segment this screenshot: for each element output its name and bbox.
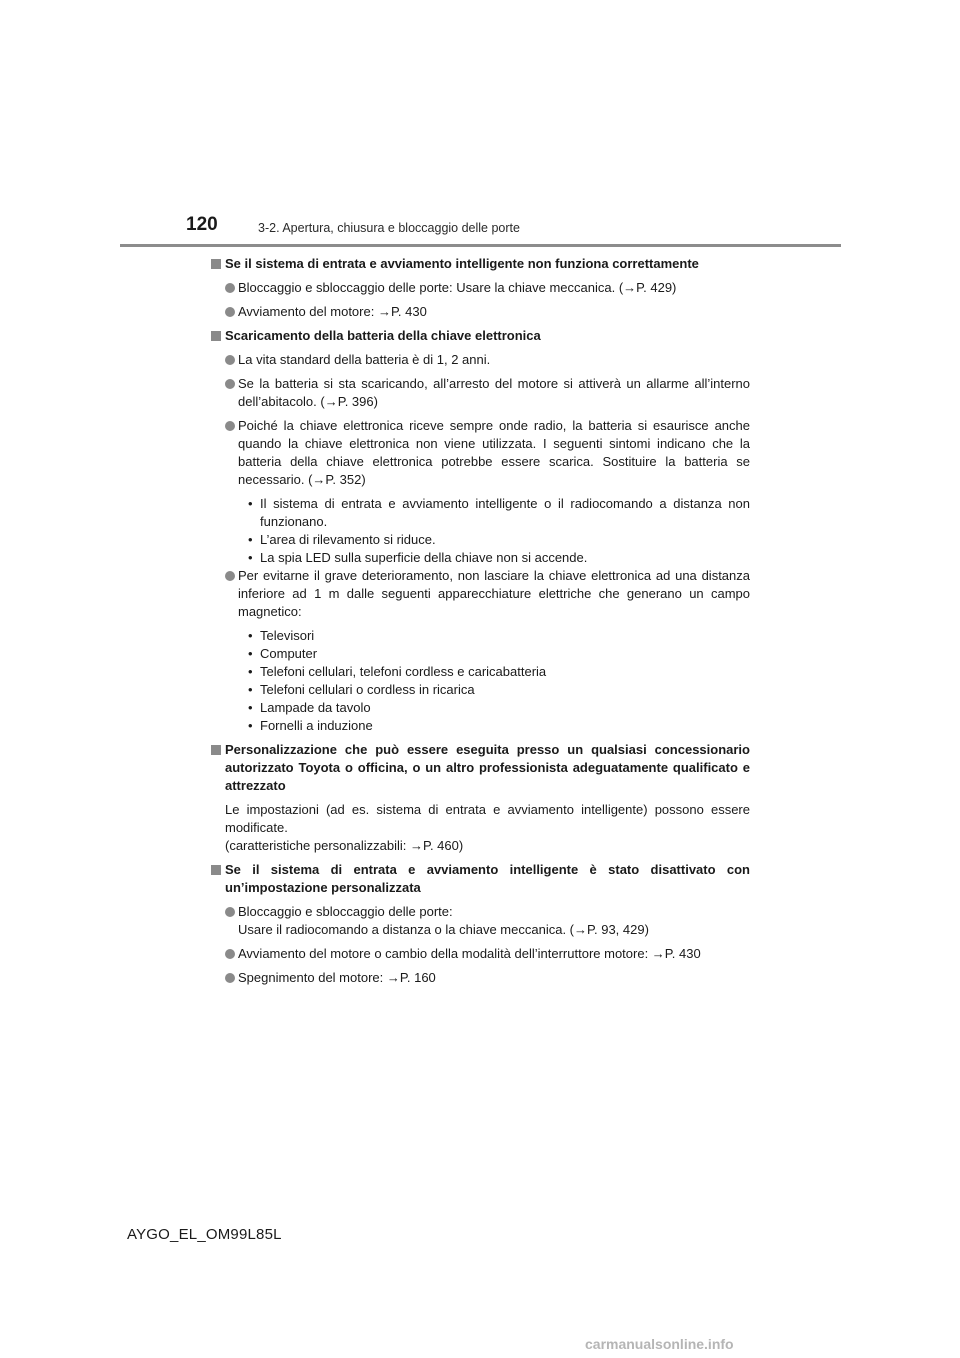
paragraph: Le impostazioni (ad es. sistema di entrata e avviamento intelligente) possono essere modificate. (caratteristiche personalizzabili: →P. 460) [225, 802, 750, 853]
circle-bullet-icon [225, 571, 235, 581]
bullet-item: Per evitarne il grave deterioramento, non lasciare la chiave elettronica ad una distanza inferiore ad 1 m dalle seguenti apparecchiature elettriche che generano un campo magnetico: [210, 567, 750, 621]
circle-bullet-icon [225, 355, 235, 365]
square-bullet-icon [211, 259, 221, 269]
document-code: AYGO_EL_OM99L85L [127, 1226, 282, 1243]
section-heading: Scaricamento della batteria della chiave elettronica [210, 327, 750, 345]
square-bullet-icon [211, 331, 221, 341]
bullet-item: Bloccaggio e sbloccaggio delle porte: Usare il radiocomando a distanza o la chiave meccanica. (→P. 93, 429) [210, 903, 750, 939]
bullet-item: Se la batteria si sta scaricando, all’arresto del motore si attiverà un allarme all’interno dell’abitacolo. (→P. 396) [210, 375, 750, 411]
circle-bullet-icon [225, 907, 235, 917]
section-heading: Se il sistema di entrata e avviamento intelligente non funziona correttamente [210, 255, 750, 273]
circle-bullet-icon [225, 949, 235, 959]
page-content [210, 255, 750, 993]
page-number: 120 [186, 214, 218, 235]
bullet-item: Poiché la chiave elettronica riceve sempre onde radio, la batteria si esaurisce anche quando la chiave elettronica non viene utilizzata. I seguenti sintomi indicano che la batteria della chiave elettronica potrebbe essere scarica. Sostituire la batteria se necessario. (→P. 352) [210, 417, 750, 489]
circle-bullet-icon [225, 307, 235, 317]
bullet-item: La vita standard della batteria è di 1, 2 anni. [210, 351, 750, 369]
list-item: • Telefoni cellulari o cordless in ricarica [210, 681, 750, 699]
header-divider [120, 244, 841, 247]
bullet-item: Avviamento del motore o cambio della modalità dell’interruttore motore: →P. 430 [210, 945, 750, 963]
list-item: • Televisori [210, 627, 750, 645]
list-item: • La spia LED sulla superficie della chiave non si accende. [210, 549, 750, 567]
section-title: 3-2. Apertura, chiusura e bloccaggio delle porte [258, 221, 520, 235]
bullet-item: Avviamento del motore: →P. 430 [210, 303, 750, 321]
section-heading: Se il sistema di entrata e avviamento intelligente è stato disattivato con un’impostazione personalizzata [210, 861, 750, 897]
list-item: • L’area di rilevamento si riduce. [210, 531, 750, 549]
circle-bullet-icon [225, 283, 235, 293]
square-bullet-icon [211, 865, 221, 875]
symptom-list [210, 495, 750, 567]
list-item: • Telefoni cellulari, telefoni cordless e caricabatteria [210, 663, 750, 681]
section-heading: Personalizzazione che può essere eseguita presso un qualsiasi concessionario autorizzato Toyota o officina, o un altro professionista adeguatamente qualificato e attrezzato [210, 741, 750, 795]
bullet-item: Bloccaggio e sbloccaggio delle porte: Usare la chiave meccanica. (→P. 429) [210, 279, 750, 297]
circle-bullet-icon [225, 379, 235, 389]
list-item: • Computer [210, 645, 750, 663]
square-bullet-icon [211, 745, 221, 755]
circle-bullet-icon [225, 421, 235, 431]
bullet-item: Spegnimento del motore: →P. 160 [210, 969, 750, 987]
list-item: • Fornelli a induzione [210, 717, 750, 735]
list-item: • Il sistema di entrata e avviamento intelligente o il radiocomando a distanza non funzionano. [210, 495, 750, 531]
watermark: carmanualsonline.info [585, 1336, 734, 1352]
appliance-list [210, 627, 750, 735]
circle-bullet-icon [225, 973, 235, 983]
list-item: • Lampade da tavolo [210, 699, 750, 717]
